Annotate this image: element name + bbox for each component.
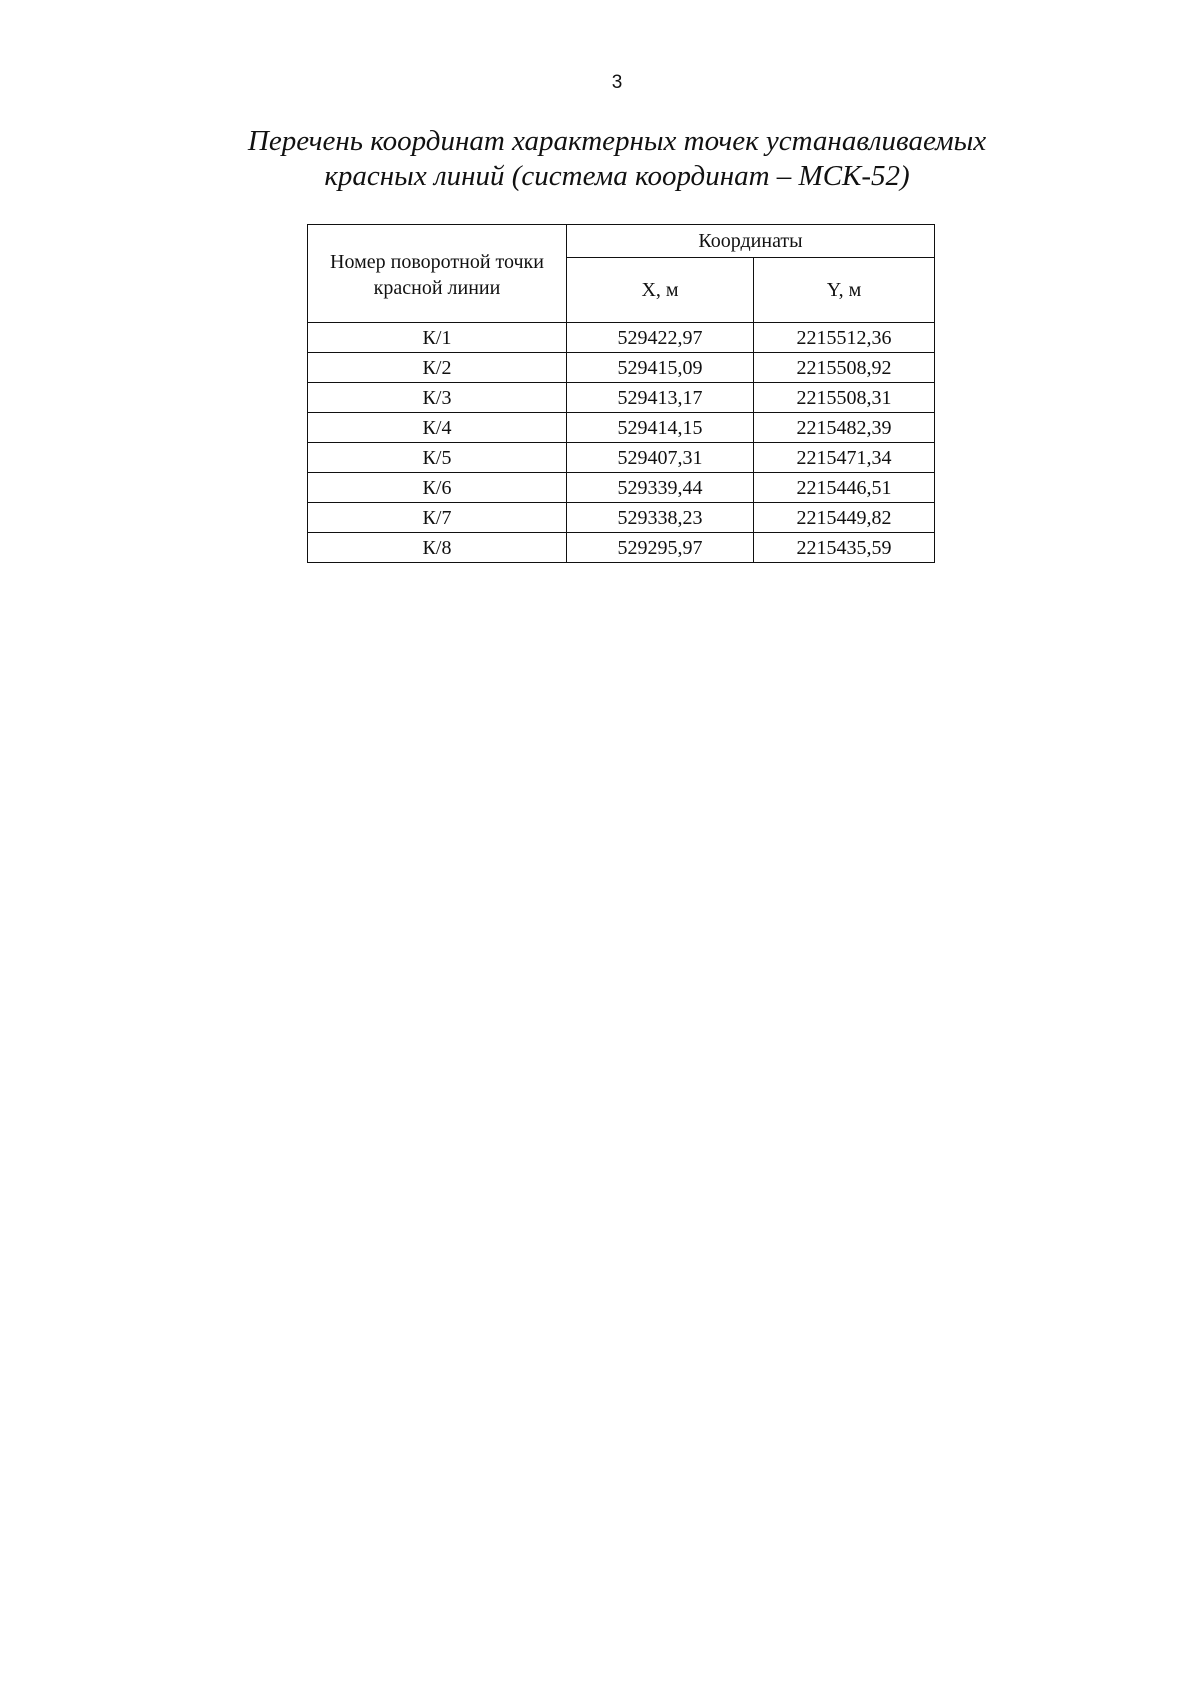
cell-point: К/8 <box>308 533 567 563</box>
coordinates-table-header <box>308 225 935 323</box>
document-title-line-1: Перечень координат характерных точек устанавливаемых <box>247 125 987 157</box>
table-row <box>308 503 935 533</box>
document-title-line-2: красных линий (система координат – МСК-52) <box>324 160 910 192</box>
table-row <box>308 413 935 443</box>
table-row <box>308 383 935 413</box>
cell-point: К/2 <box>308 353 567 383</box>
header-point-number: Номер поворотной точки красной линии <box>308 225 567 323</box>
cell-x: 529414,15 <box>567 413 754 443</box>
cell-x: 529415,09 <box>567 353 754 383</box>
page-number: 3 <box>611 72 623 93</box>
cell-point: К/5 <box>308 443 567 473</box>
table-row <box>308 323 935 353</box>
cell-x: 529339,44 <box>567 473 754 503</box>
header-coordinates-group: Координаты <box>567 225 935 258</box>
cell-x: 529413,17 <box>567 383 754 413</box>
table-row <box>308 473 935 503</box>
cell-point: К/4 <box>308 413 567 443</box>
cell-x: 529422,97 <box>567 323 754 353</box>
coordinates-table-body <box>308 323 935 563</box>
cell-point: К/3 <box>308 383 567 413</box>
cell-x: 529295,97 <box>567 533 754 563</box>
cell-y: 2215512,36 <box>754 323 935 353</box>
cell-y: 2215449,82 <box>754 503 935 533</box>
cell-point: К/6 <box>308 473 567 503</box>
header-y: Y, м <box>754 258 935 323</box>
cell-y: 2215482,39 <box>754 413 935 443</box>
cell-x: 529407,31 <box>567 443 754 473</box>
document-title <box>200 124 1034 194</box>
cell-y: 2215435,59 <box>754 533 935 563</box>
cell-x: 529338,23 <box>567 503 754 533</box>
table-row <box>308 443 935 473</box>
cell-y: 2215446,51 <box>754 473 935 503</box>
header-x: X, м <box>567 258 754 323</box>
cell-point: К/7 <box>308 503 567 533</box>
cell-y: 2215508,92 <box>754 353 935 383</box>
table-row <box>308 353 935 383</box>
table-row <box>308 533 935 563</box>
cell-y: 2215471,34 <box>754 443 935 473</box>
cell-point: К/1 <box>308 323 567 353</box>
coordinates-table <box>307 224 935 563</box>
header-row-top <box>308 225 935 258</box>
cell-y: 2215508,31 <box>754 383 935 413</box>
